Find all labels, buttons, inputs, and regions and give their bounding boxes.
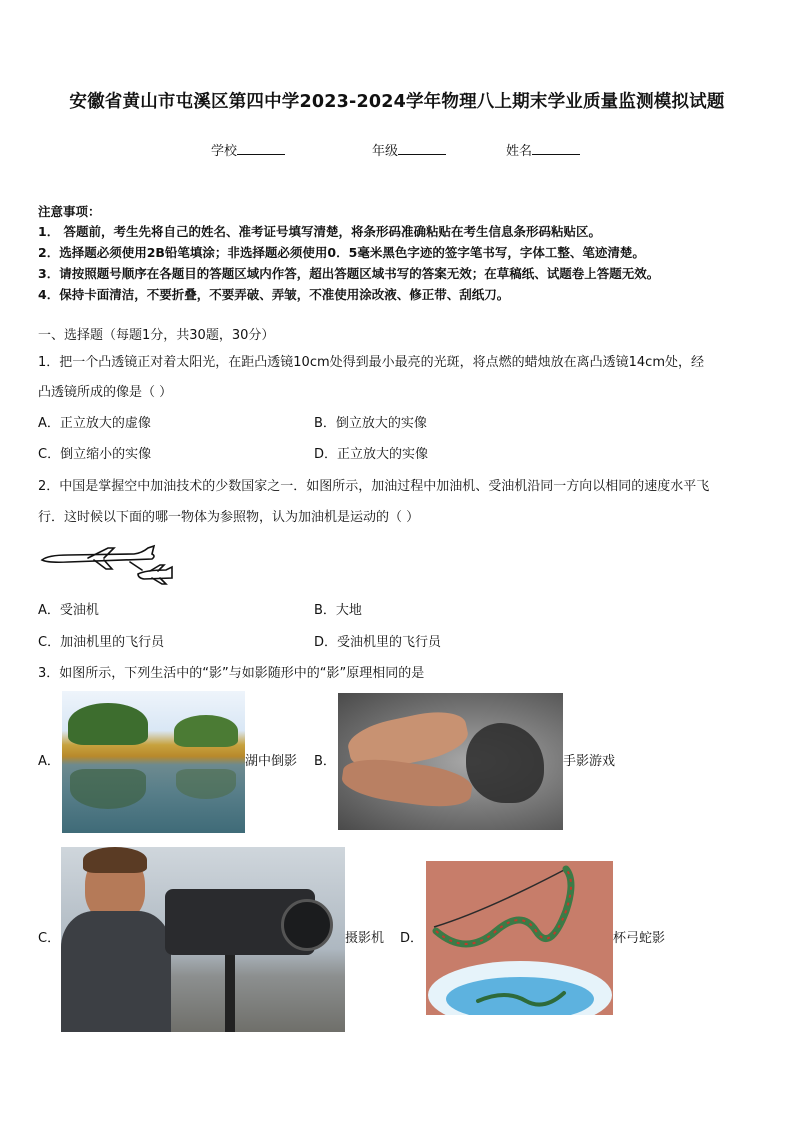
name-blank[interactable] bbox=[532, 142, 580, 155]
q3-option-a-letter[interactable]: A． bbox=[38, 754, 60, 769]
refuel-hose-shape bbox=[130, 562, 142, 570]
q1-option-b[interactable]: B．倒立放大的实像 bbox=[314, 416, 427, 431]
section-heading: 一、选择题（每题1分，共30题，30分） bbox=[38, 328, 275, 343]
q3-caption-a: 湖中倒影 bbox=[245, 754, 298, 769]
q2-stem-line1: 2．中国是掌握空中加油技术的少数国家之一．如图所示，加油过程中加油机、受油机沿同一方向以相同的速度水平飞 bbox=[38, 479, 710, 494]
grade-field[interactable] bbox=[372, 140, 446, 159]
grade-blank[interactable] bbox=[398, 142, 446, 155]
note-1: 1． 答题前，考生先将自己的姓名、准考证号填写清楚，将条形码准确粘贴在考生信息条形码粘贴区。 bbox=[38, 224, 602, 239]
school-label: 学校 bbox=[211, 144, 238, 159]
tree-reflection-left bbox=[70, 769, 146, 809]
name-field[interactable] bbox=[506, 140, 580, 159]
tree-cluster-right bbox=[174, 715, 238, 747]
cameraman-image[interactable] bbox=[61, 847, 345, 1032]
snake-body-shape bbox=[436, 869, 571, 944]
q3-stem: 3．如图所示，下列生活中的“影”与如影随形中的“影”原理相同的是 bbox=[38, 666, 425, 681]
camera-lens-shape bbox=[281, 899, 333, 951]
q2-option-c[interactable]: C．加油机里的飞行员 bbox=[38, 635, 165, 650]
notes-heading: 注意事项： bbox=[38, 204, 101, 219]
q3-option-d-letter[interactable]: D． bbox=[400, 931, 424, 946]
man-hair-shape bbox=[83, 847, 147, 873]
q3-option-b-letter[interactable]: B． bbox=[314, 754, 336, 769]
q1-stem-line1: 1．把一个凸透镜正对着太阳光，在距凸透镜10cm处得到最小最亮的光斑，将点燃的蜡烛放在离凸透镜14cm处，经 bbox=[38, 355, 704, 370]
refueling-aircraft-figure bbox=[38, 540, 178, 586]
q3-caption-c: 摄影机 bbox=[345, 931, 385, 946]
q1-option-c[interactable]: C．倒立缩小的实像 bbox=[38, 447, 152, 462]
q3-caption-b: 手影游戏 bbox=[563, 754, 616, 769]
name-label: 姓名 bbox=[506, 144, 533, 159]
lake-reflection-image[interactable] bbox=[62, 691, 245, 833]
shadow-animal-shape bbox=[466, 723, 544, 803]
bow-snake-drawing bbox=[426, 861, 613, 1015]
bow-snake-image[interactable] bbox=[426, 861, 613, 1015]
tree-cluster-left bbox=[68, 703, 148, 745]
q1-option-a[interactable]: A．正立放大的虚像 bbox=[38, 416, 151, 431]
q1-stem-line2: 凸透镜所成的像是（ ） bbox=[38, 385, 173, 400]
q3-option-c-letter[interactable]: C． bbox=[38, 931, 61, 946]
note-3: 3．请按照题号顺序在各题目的答题区域内作答，超出答题区域书写的答案无效；在草稿纸、试题卷上答题无效。 bbox=[38, 266, 660, 281]
tripod-shape bbox=[225, 955, 235, 1032]
q3-caption-d: 杯弓蛇影 bbox=[613, 931, 666, 946]
school-blank[interactable] bbox=[237, 142, 285, 155]
page-title: 安徽省黄山市屯溪区第四中学2023-2024学年物理八上期末学业质量监测模拟试题 bbox=[69, 92, 725, 112]
hand-lower-shape bbox=[340, 754, 474, 812]
hand-shadow-image[interactable] bbox=[338, 693, 563, 830]
bowstring-line bbox=[434, 869, 566, 927]
tree-reflection-right bbox=[176, 769, 236, 799]
note-2: 2．选择题必须使用2B铅笔填涂；非选择题必须使用0．5毫米黑色字迹的签字笔书写，字体工整、笔迹清楚。 bbox=[38, 245, 645, 260]
q2-option-a[interactable]: A．受油机 bbox=[38, 603, 99, 618]
q2-option-b[interactable]: B．大地 bbox=[314, 603, 362, 618]
school-field[interactable] bbox=[211, 140, 285, 159]
tanker-wing-shape bbox=[88, 548, 114, 558]
grade-label: 年级 bbox=[372, 144, 399, 159]
man-vest-shape bbox=[61, 911, 171, 1032]
q1-option-d[interactable]: D．正立放大的实像 bbox=[314, 447, 429, 462]
q2-stem-line2: 行．这时候以下面的哪一物体为参照物，认为加油机是运动的（ ） bbox=[38, 510, 420, 525]
note-4: 4．保持卡面清洁，不要折叠，不要弄破、弄皱，不准使用涂改液、修正带、刮纸刀。 bbox=[38, 287, 510, 302]
q2-option-d[interactable]: D．受油机里的飞行员 bbox=[314, 635, 442, 650]
tanker-plane-shape bbox=[42, 546, 154, 562]
